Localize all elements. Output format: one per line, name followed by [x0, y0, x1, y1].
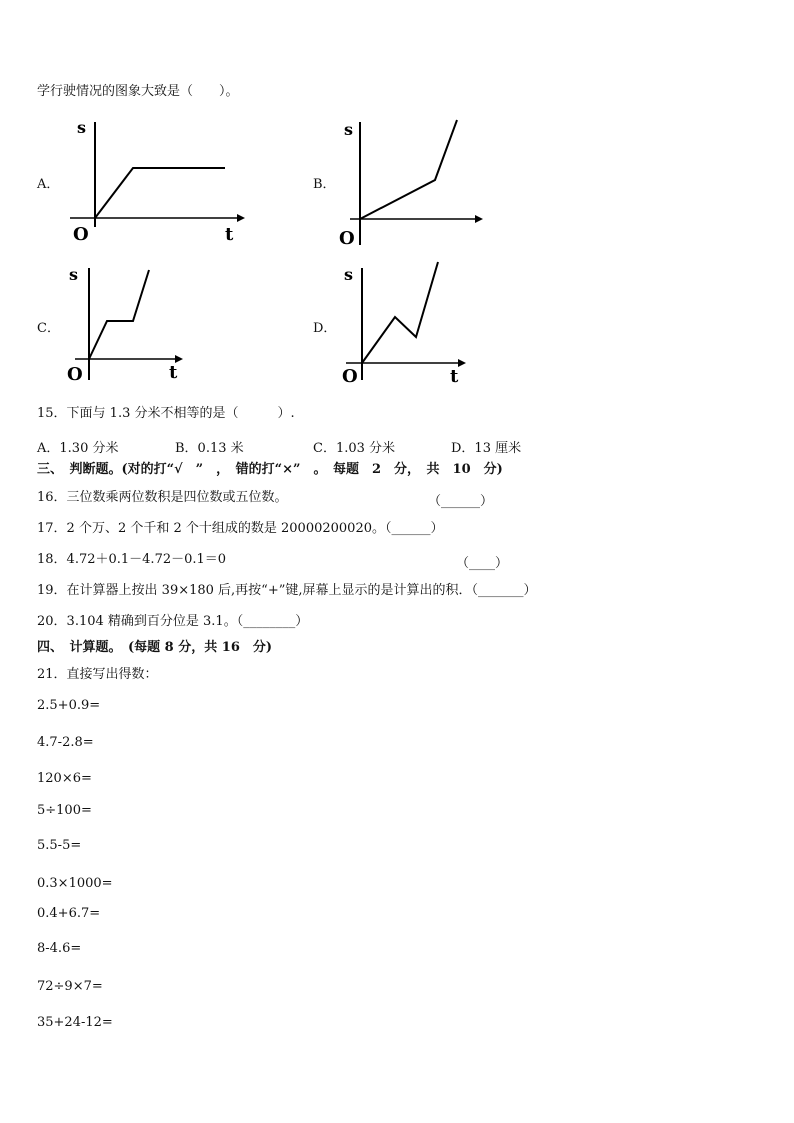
question-17: 17．2 个万、2 个千和 2 个十组成的数是 20000200020。（______）: [37, 521, 444, 536]
calc-item: 2.5+0.9=: [37, 698, 101, 713]
question-20: 20．3.104 精确到百分位是 3.1。（________）: [37, 614, 309, 629]
graph-b-label: B．: [313, 177, 336, 192]
calc-item: 4.7-2.8=: [37, 735, 94, 750]
question-21-stem: 21．直接写出得数：: [37, 667, 158, 682]
graph-b-origin-label: O: [339, 228, 355, 249]
q15-option-b: B．0.13 米: [175, 441, 244, 456]
graph-d-t-label: t: [450, 366, 459, 387]
question-14-tail: 学行驶情况的图象大致是（ ）。: [37, 84, 239, 99]
question-16: 16．三位数乘两位数积是四位数或五位数。: [37, 490, 288, 505]
graph-a-label: A．: [37, 177, 60, 192]
graph-a-t-label: t: [225, 224, 234, 245]
graph-c-s-label: s: [69, 265, 79, 284]
q15-option-d: D．13 厘米: [451, 441, 522, 456]
calc-item: 0.4+6.7=: [37, 906, 101, 921]
graph-d-s-label: s: [344, 265, 354, 284]
question-18-blank: （____）: [456, 556, 509, 571]
q15-option-a: A．1.30 分米: [37, 441, 119, 456]
graph-d-label: D．: [313, 321, 337, 336]
question-19: 19．在计算器上按出 39×180 后,再按“+”键,屏幕上显示的是计算出的积．（_______）: [37, 583, 537, 598]
section-3-heading: 三、 判断题。(对的打“√ ” ， 错的打“×” 。 每题 2 分， 共 10 分): [37, 462, 503, 477]
graph-a-origin-label: O: [73, 224, 89, 245]
graph-c-label: C．: [37, 321, 60, 336]
calc-item: 0.3×1000=: [37, 876, 113, 891]
graph-a: [65, 112, 245, 247]
calc-item: 120×6=: [37, 771, 92, 786]
graph-d-origin-label: O: [342, 366, 358, 387]
graph-b-s-label: s: [344, 120, 354, 139]
graph-b: [335, 112, 495, 247]
calc-item: 35+24-12=: [37, 1015, 113, 1030]
graph-a-s-label: s: [77, 118, 87, 137]
calc-item: 8-4.6=: [37, 941, 82, 956]
calc-item: 5÷100=: [37, 803, 92, 818]
graph-d: [340, 262, 480, 387]
section-4-heading: 四、 计算题。 (每题 8 分，共 16 分): [37, 640, 273, 655]
q15-option-c: C．1.03 分米: [313, 441, 396, 456]
graph-c-origin-label: O: [67, 364, 83, 385]
calc-item: 5.5-5=: [37, 838, 82, 853]
graph-c-t-label: t: [169, 362, 178, 383]
graph-c: [65, 264, 195, 384]
question-15-stem: 15．下面与 1.3 分米不相等的是（ ）.: [37, 406, 295, 421]
calc-item: 72÷9×7=: [37, 979, 103, 994]
question-16-blank: （______）: [428, 494, 494, 509]
question-18: 18．4.72＋0.1－4.72－0.1＝0: [37, 552, 227, 567]
